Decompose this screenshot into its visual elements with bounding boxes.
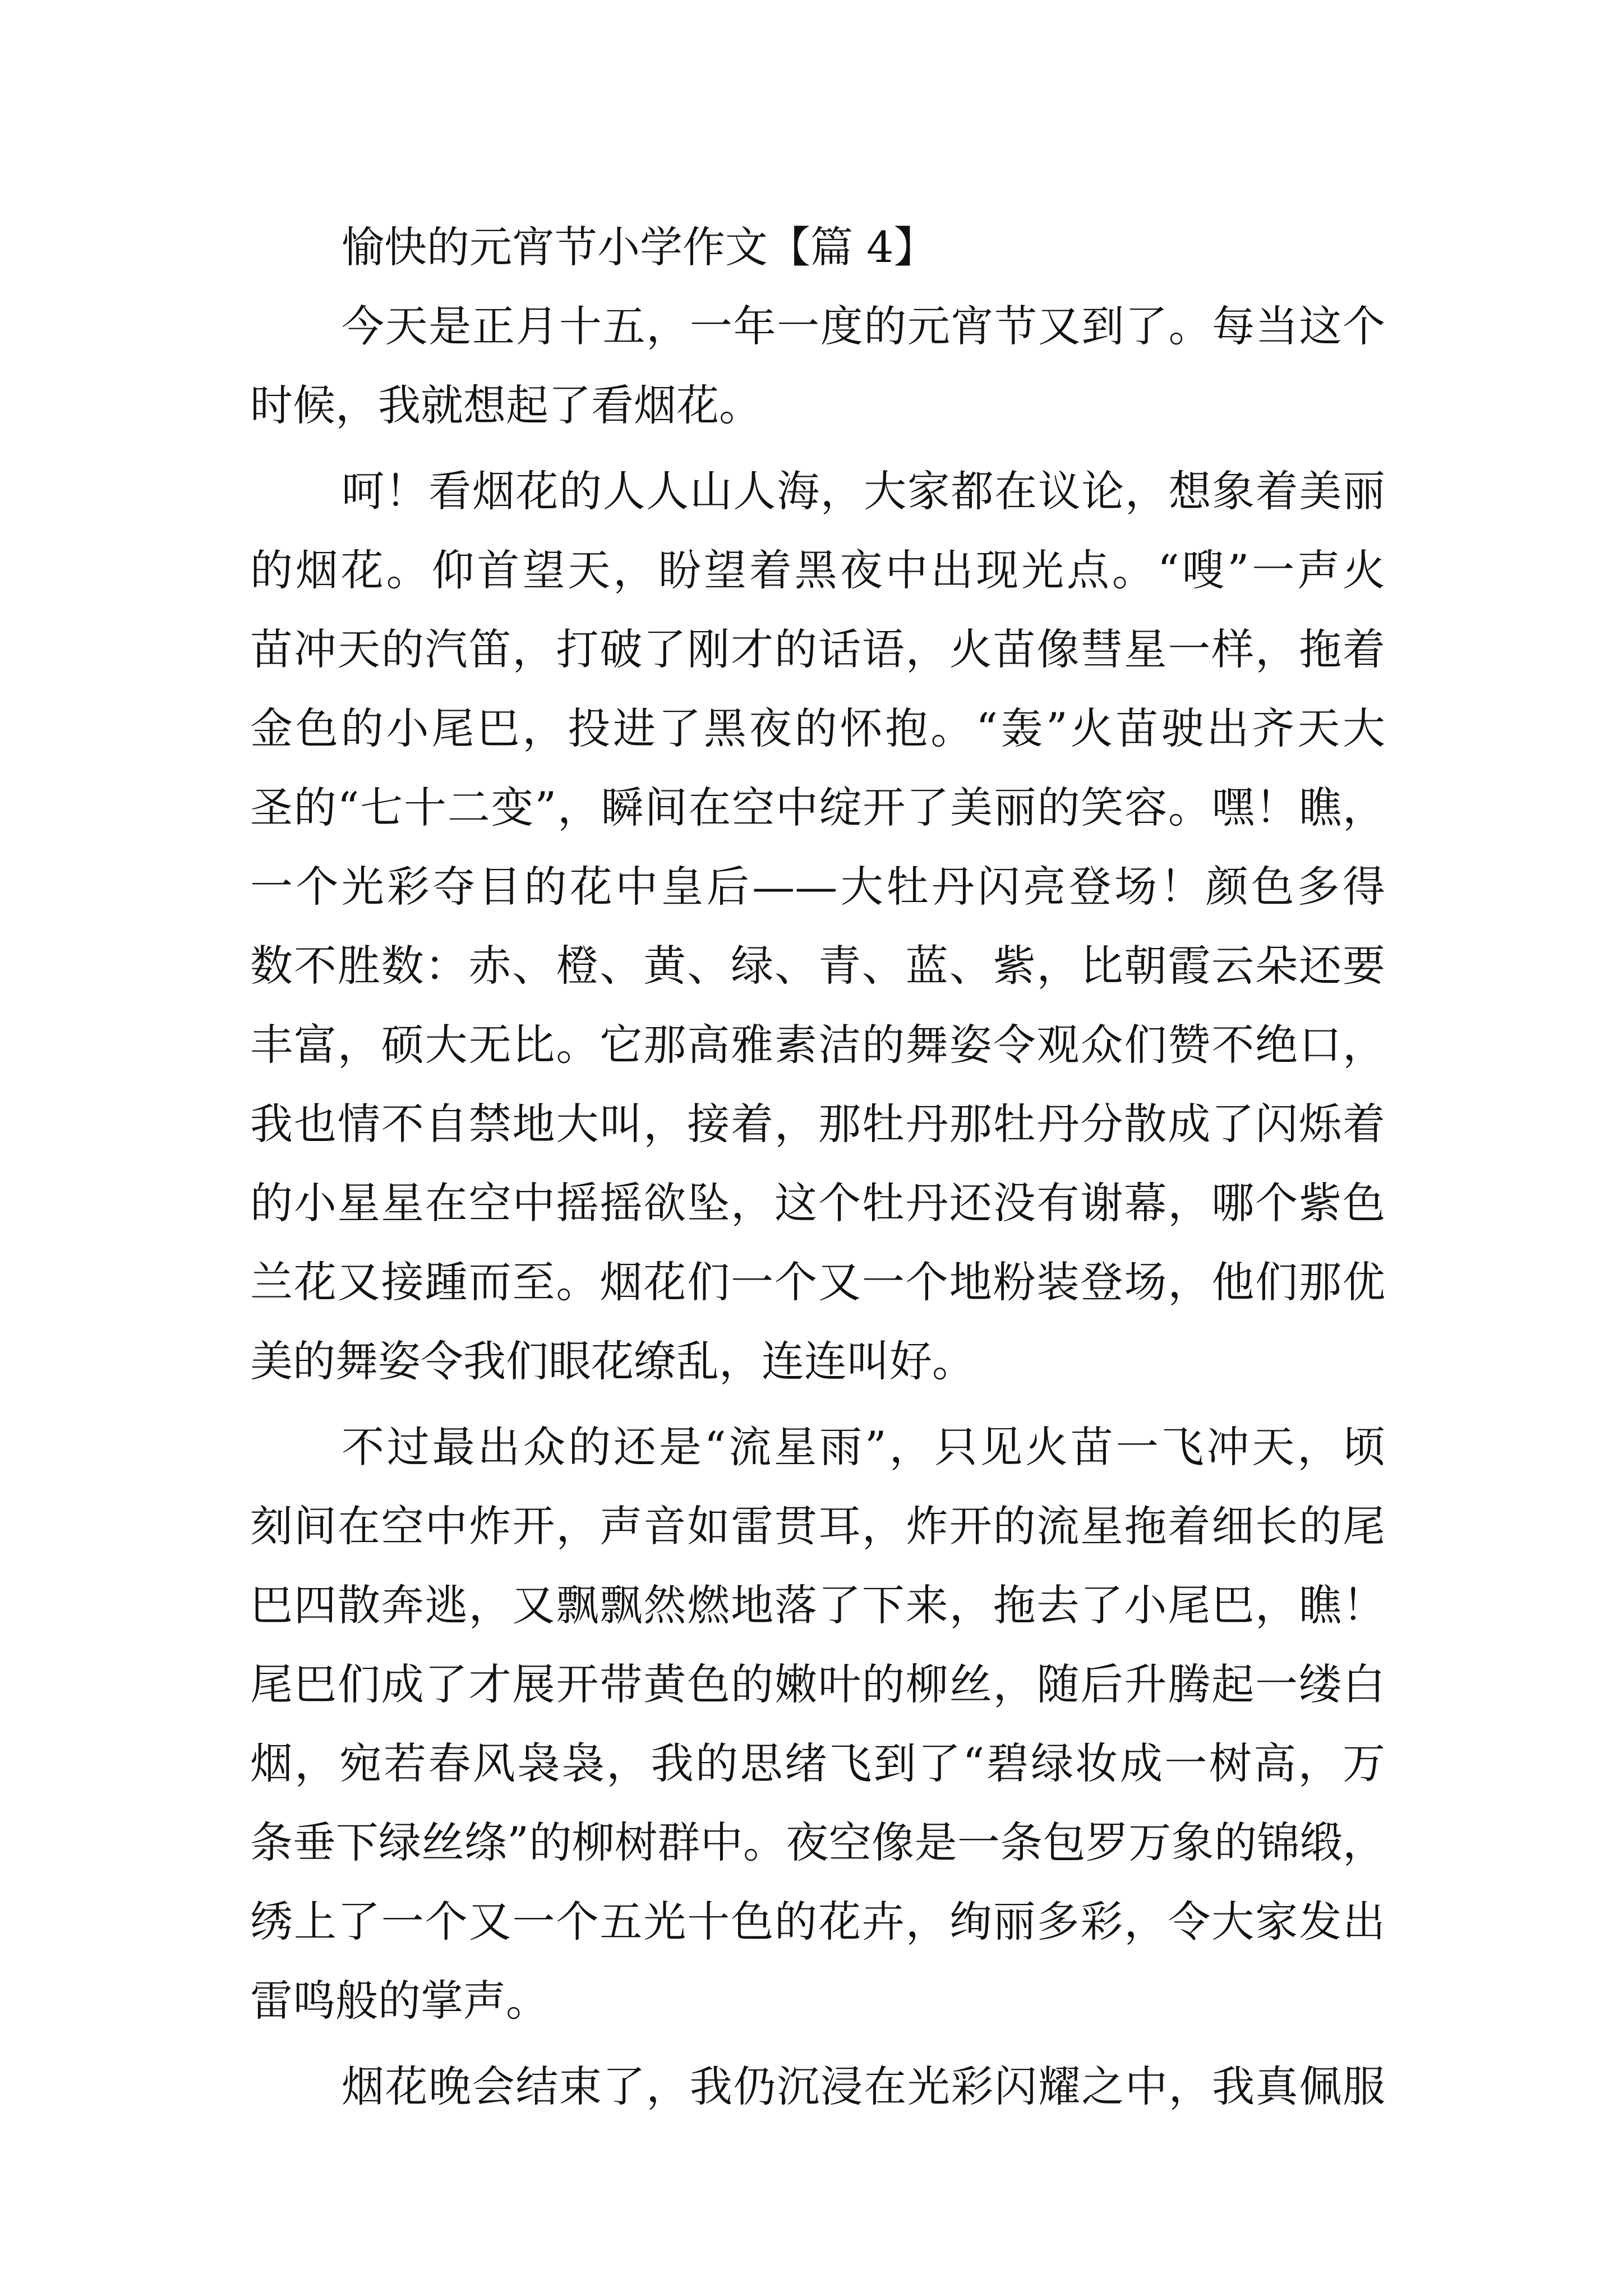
- paragraph-line: 一个光彩夺目的花中皇后——大牡丹闪亮登场！颜色多得: [250, 862, 1385, 912]
- essay-title: 愉快的元宵节小学作文【篇 4】: [342, 222, 937, 272]
- paragraph-line: 金色的小尾巴，投进了黑夜的怀抱。“轰”火苗驶出齐天大: [250, 703, 1385, 753]
- paragraph-line: 雷鸣般的掌声。: [250, 1976, 548, 2026]
- paragraph-line: 今天是正月十五，一年一度的元宵节又到了。每当这个: [342, 301, 1385, 351]
- paragraph-line: 烟花晚会结束了，我仍沉浸在光彩闪耀之中，我真佩服: [342, 2062, 1385, 2111]
- paragraph-line: 烟，宛若春风袅袅，我的思绪飞到了“碧绿妆成一树高，万: [250, 1738, 1385, 1788]
- paragraph-line: 巴四散奔逃，又飘飘然燃地落了下来，拖去了小尾巴，瞧！: [250, 1580, 1385, 1630]
- paragraph-line: 时候，我就想起了看烟花。: [250, 380, 762, 430]
- paragraph-line: 美的舞姿令我们眼花缭乱，连连叫好。: [250, 1336, 975, 1386]
- paragraph-line: 尾巴们成了才展开带黄色的嫩叶的柳丝，随后升腾起一缕白: [250, 1659, 1385, 1709]
- paragraph-line: 的小星星在空中摇摇欲坠，这个牡丹还没有谢幕，哪个紫色: [250, 1178, 1385, 1228]
- paragraph-line: 数不胜数：赤、橙、黄、绿、青、蓝、紫，比朝霞云朵还要: [250, 941, 1385, 991]
- paragraph-line: 条垂下绿丝绦”的柳树群中。夜空像是一条包罗万象的锦缎，: [250, 1818, 1385, 1867]
- paragraph-line: 圣的“七十二变”，瞬间在空中绽开了美丽的笑容。嘿！瞧，: [250, 783, 1385, 832]
- paragraph-line: 呵！看烟花的人人山人海，大家都在议论，想象着美丽: [342, 466, 1385, 516]
- paragraph-line: 苗冲天的汽笛，打破了刚才的话语，火苗像彗星一样，拖着: [250, 624, 1385, 674]
- essay-body: [250, 208, 1385, 2126]
- paragraph-line: 丰富，硕大无比。它那高雅素洁的舞姿令观众们赞不绝口，: [250, 1020, 1385, 1070]
- paragraph-4: [250, 2047, 1385, 2126]
- paragraph-line: 绣上了一个又一个五光十色的花卉，绚丽多彩，令大家发出: [250, 1897, 1385, 1947]
- paragraph-2: [250, 452, 1385, 1401]
- paragraph-line: 的烟花。仰首望天，盼望着黑夜中出现光点。“嗖”一声火: [250, 545, 1385, 595]
- paragraph-line: 不过最出众的还是“流星雨”，只见火苗一飞冲天，顷: [342, 1422, 1385, 1472]
- paragraph-line: 我也情不自禁地大叫，接着，那牡丹那牡丹分散成了闪烁着: [250, 1099, 1385, 1149]
- paragraph-1: [250, 287, 1385, 445]
- paragraph-3: [250, 1407, 1385, 2040]
- paragraph-line: 兰花又接踵而至。烟花们一个又一个地粉装登场，他们那优: [250, 1257, 1385, 1307]
- paragraph-line: 刻间在空中炸开，声音如雷贯耳，炸开的流星拖着细长的尾: [250, 1501, 1385, 1551]
